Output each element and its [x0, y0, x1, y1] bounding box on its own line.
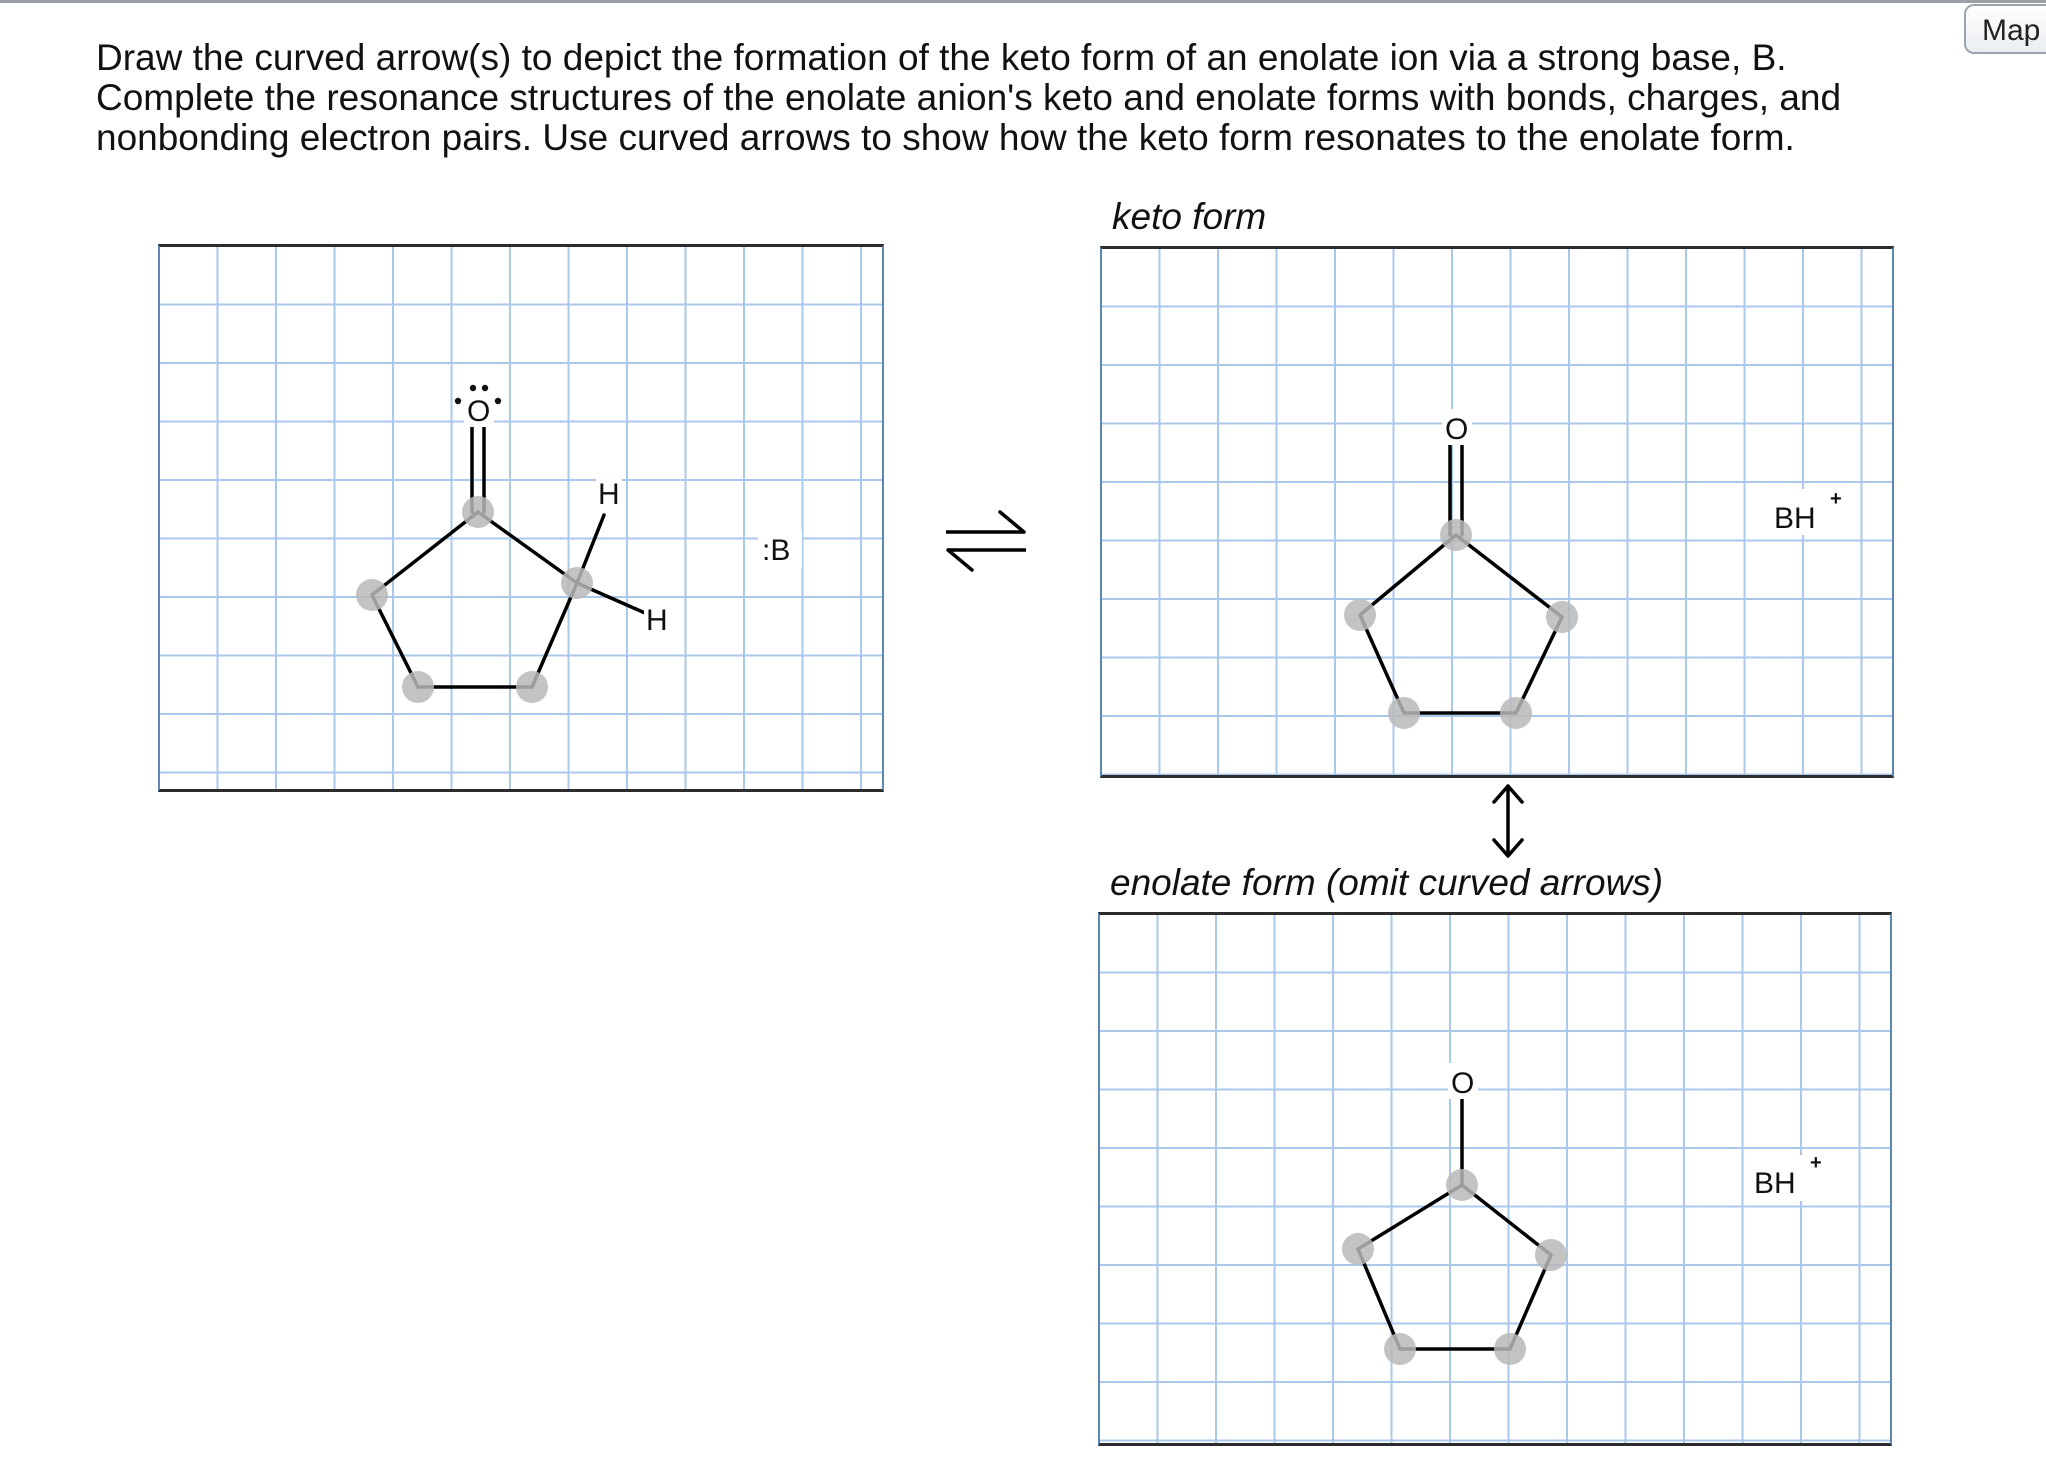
ring-bond [478, 512, 577, 583]
oxygen-label: O [1445, 413, 1469, 446]
map-button[interactable]: Map [1964, 4, 2046, 54]
enolate-form-title: enolate form (omit curved arrows) [1110, 862, 1664, 903]
positive-charge: + [1810, 1152, 1822, 1174]
carbon-node[interactable] [1546, 601, 1578, 633]
carbon-node[interactable] [1344, 599, 1376, 631]
instruction-line-2: Complete the resonance structures of the enolate anion's keto and enolate forms with bonds, charges, and [96, 77, 1842, 118]
hydrogen-top-label: H [598, 478, 620, 511]
reactant-drawing-canvas[interactable] [158, 244, 884, 792]
carbon-node[interactable] [356, 579, 388, 611]
ring-bond [1462, 1185, 1551, 1255]
enolate-form-structure [1100, 915, 1894, 1449]
carbon-node[interactable] [1500, 697, 1532, 729]
base-label: :B [762, 534, 791, 567]
resonance-double-arrow [1486, 780, 1530, 862]
instruction-line-1: Draw the curved arrow(s) to depict the formation of the keto form of an enolate ion via a strong base, B. [96, 37, 1787, 78]
carbon-node[interactable] [1342, 1233, 1374, 1265]
ring-bond [372, 512, 478, 595]
instruction-line-3: nonbonding electron pairs. Use curved arrows to show how the keto form resonates to the enolate form. [96, 117, 1795, 158]
keto-form-structure [1102, 249, 1896, 781]
conjugate-acid-label: BH [1774, 502, 1816, 535]
alpha-carbon-node[interactable] [561, 567, 593, 599]
ring-bond [532, 583, 577, 687]
lone-pair-dot [495, 398, 501, 404]
positive-charge: + [1830, 488, 1842, 510]
oxygen-label: O [1451, 1067, 1475, 1100]
ring-bond [1456, 535, 1562, 617]
hydrogen-right-label: H [646, 604, 668, 637]
lone-pair-dot [482, 385, 488, 391]
question-instructions [96, 38, 2016, 158]
carbon-node[interactable] [1446, 1169, 1478, 1201]
top-border [0, 0, 2046, 3]
equilibrium-arrows [940, 508, 1032, 576]
carbon-node[interactable] [1494, 1333, 1526, 1365]
carbon-node[interactable] [1384, 1333, 1416, 1365]
carbon-node[interactable] [402, 671, 434, 703]
keto-form-drawing-canvas[interactable] [1100, 246, 1894, 778]
carbon-node[interactable] [516, 671, 548, 703]
keto-form-title: keto form [1112, 196, 1267, 237]
ring-bond [1360, 615, 1404, 713]
oxygen-label: O [467, 395, 491, 428]
conjugate-acid-label: BH [1754, 1167, 1796, 1200]
carbon-node[interactable] [1535, 1239, 1567, 1271]
carbon-node[interactable] [462, 496, 494, 528]
ring-bond [1360, 535, 1456, 615]
cyclopentanone-reactant-structure [160, 247, 886, 795]
lone-pair-dot [455, 398, 461, 404]
lone-pair-dot [470, 385, 476, 391]
enolate-form-drawing-canvas[interactable] [1098, 912, 1892, 1446]
carbon-node[interactable] [1388, 697, 1420, 729]
ring-bond [1358, 1249, 1400, 1349]
carbon-node[interactable] [1440, 519, 1472, 551]
ring-bond [1358, 1185, 1462, 1249]
